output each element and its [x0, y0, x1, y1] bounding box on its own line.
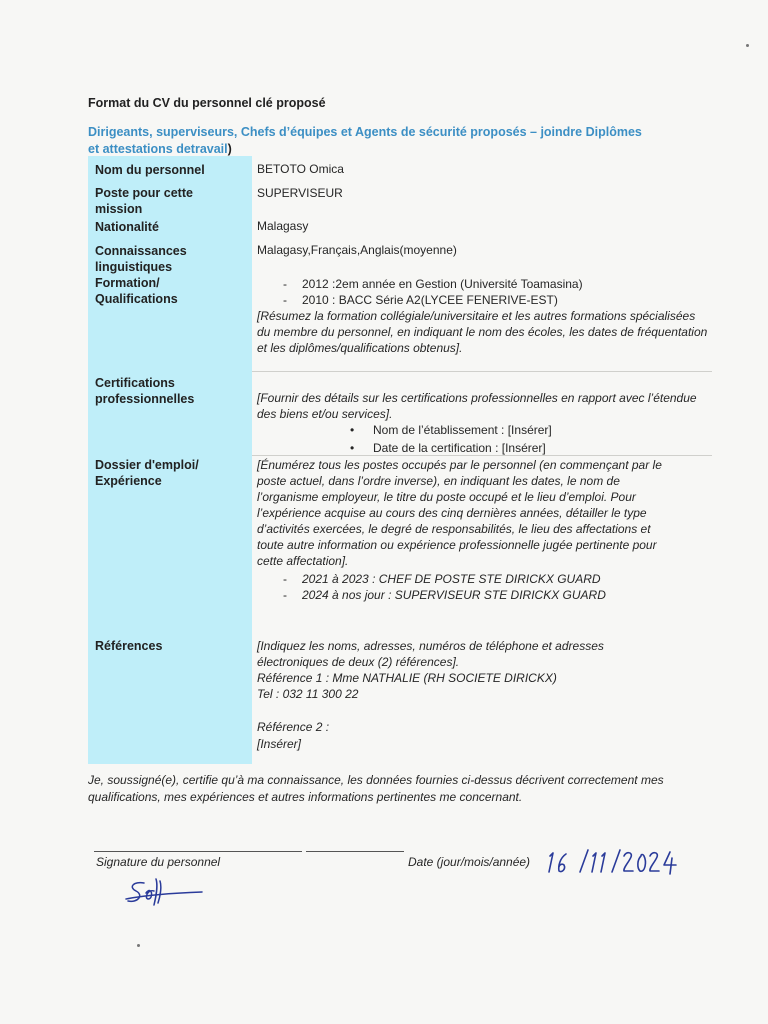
- label-education: Formation/ Qualifications: [95, 276, 178, 306]
- label-languages: Connaissances linguistiques: [95, 244, 187, 274]
- education-item: 2012 :2em année en Gestion (Université Toamasina): [302, 277, 583, 291]
- label-position: Poste pour cette mission: [95, 186, 193, 216]
- signature-label: Signature du personnel: [96, 855, 221, 869]
- label-references: Références: [95, 639, 163, 653]
- subtitle-text: Dirigeants, superviseurs, Chefs d’équipes et Agents de sécurité proposés – joindre Diplômes et attestations detravail: [88, 125, 642, 156]
- experience-item: 2024 à nos jour : SUPERVISEUR STE DIRICKX GUARD: [302, 588, 606, 602]
- name-value: BETOTO Omica: [257, 162, 344, 176]
- certifications-note: [Fournir des détails sur les certifications professionnelles en rapport avec l’étendue des biens et/ou services].: [257, 391, 697, 421]
- scan-speck: [746, 44, 749, 47]
- certification-statement: Je, soussigné(e), certifie qu’à ma connaissance, les données fournies ci-dessus décrivent correctement mes qualifications, mes expériences et autres informations pertinentes me concernant.: [88, 773, 664, 804]
- bullet-marker: •: [350, 423, 355, 437]
- document-subtitle: [88, 124, 648, 158]
- label-certifications: Certifications professionnelles: [95, 376, 195, 406]
- certification-item: Nom de l’établissement : [Insérer]: [373, 423, 552, 437]
- signature-scribble: [122, 873, 208, 913]
- languages-value: Malagasy,Français,Anglais(moyenne): [257, 243, 457, 257]
- label-name: Nom du personnel: [95, 163, 205, 177]
- signature-line: [94, 851, 302, 852]
- subtitle-close: ): [227, 142, 232, 156]
- row-divider: [252, 371, 712, 372]
- experience-note: [Énumérez tous les postes occupés par le personnel (en commençant par le poste actuel, dans l’ordre inverse), en indiquant les dates, le nom de l’organisme employeur, le titre du poste occupé et le lieu d’emploi. Pour l’expérience acquise au cours des cinq dernières années, détailler le type d’activités exercées, le degré de responsabilités, le lieu des affectations et toute autre information ou expérience professionnelle jugée pertinente pour cette affectation].: [257, 458, 662, 568]
- certification-item: Date de la certification : [Insérer]: [373, 441, 546, 455]
- document-title: Format du CV du personnel clé proposé: [88, 96, 326, 110]
- bullet-marker: •: [350, 441, 355, 455]
- education-item: 2010 : BACC Série A2(LYCEE FENERIVE-EST): [302, 293, 558, 307]
- reference-1-name: Référence 1 : Mme NATHALIE (RH SOCIETE DIRICKX): [257, 671, 557, 685]
- dash-marker: -: [283, 277, 287, 291]
- reference-1-phone: Tel : 032 11 300 22: [257, 687, 359, 701]
- education-note: [Résumez la formation collégiale/universitaire et les autres formations spécialisées du membre du personnel, en indiquant le nom des écoles, les dates de fréquentation et les diplômes/qualifications obtenus].: [257, 309, 708, 355]
- dash-marker: -: [283, 293, 287, 307]
- dash-marker: -: [283, 572, 287, 586]
- reference-2-value: [Insérer]: [257, 737, 302, 751]
- dash-marker: -: [283, 588, 287, 602]
- label-nationality: Nationalité: [95, 220, 159, 234]
- handwritten-date: [544, 844, 684, 878]
- position-value: SUPERVISEUR: [257, 186, 343, 200]
- references-note: [Indiquez les noms, adresses, numéros de téléphone et adresses électroniques de deux (2) références].: [257, 639, 604, 669]
- experience-item: 2021 à 2023 : CHEF DE POSTE STE DIRICKX GUARD: [302, 572, 601, 586]
- reference-2-label: Référence 2 :: [257, 720, 330, 734]
- signature-line: [306, 851, 404, 852]
- date-label: Date (jour/mois/année): [408, 855, 531, 869]
- label-experience: Dossier d'emploi/ Expérience: [95, 458, 199, 488]
- nationality-value: Malagasy: [257, 219, 309, 233]
- scan-speck: [137, 944, 140, 947]
